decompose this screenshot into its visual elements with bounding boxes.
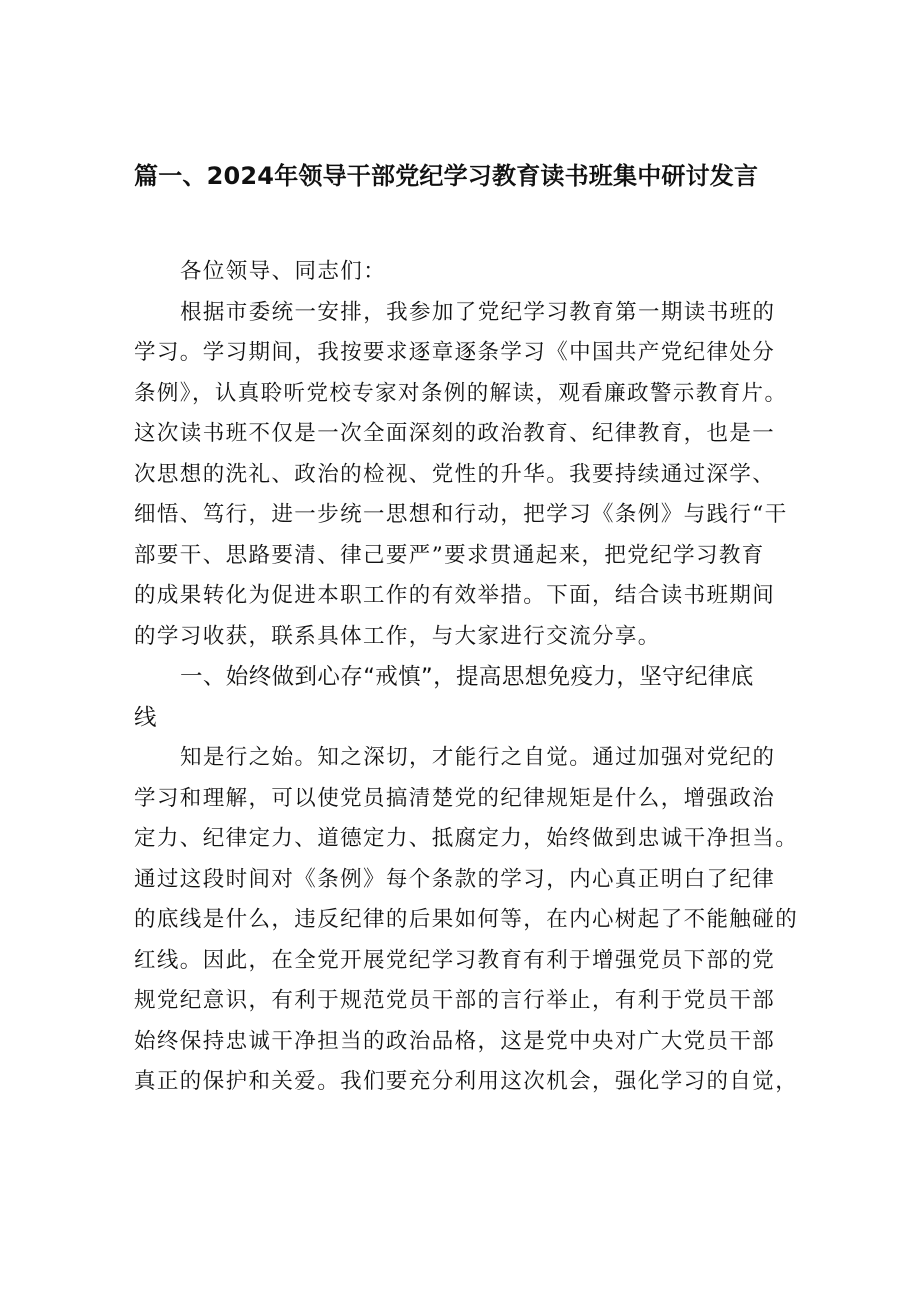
paragraph-2-line: 学习和理解，可以使党员搞清楚党的纪律规矩是什么，增强政治 [134,785,776,811]
paragraph-2 [134,738,799,1103]
paragraph-1-line: 次思想的洗礼、政治的检视、党性的升华。我要持续通过深学、 [134,461,776,487]
paragraph-1-line: 学习。学习期间，我按要求逐章逐条学习《中国共产党纪律处分 [134,340,776,365]
paragraph-2-line: 规党纪意识，有利于规范党员干部的言行举止，有利于党员干部 [134,988,776,1013]
paragraph-1-line: 这次读书班不仅是一次全面深刻的政治教育、纪律教育，也是一 [134,421,776,446]
document-body [134,252,799,1103]
paragraph-2-line: 通过这段时间对《条例》每个条款的学习，内心真正明白了纪律 [134,866,776,892]
paragraph-1 [134,293,786,658]
paragraph-2-line: 知是行之始。知之深切，才能行之自觉。通过加强对党纪的 [180,745,776,770]
paragraph-1-line: 部要干、思路要清、律己要严”要求贯通起来，把党纪学习教育 [134,542,765,568]
paragraph-2-line: 的底线是什么，违反纪律的后果如何等，在内心树起了不能触碰的 [134,907,799,932]
document-title: 篇一、2024年领导干部党纪学习教育读书班集中研讨发言 [134,162,759,190]
paragraph-1-line: 的成果转化为促进本职工作的有效举措。下面，结合读书班期间 [134,583,776,608]
section-heading-line: 线 [134,704,157,731]
paragraph-1-line: 细悟、笃行，进一步统一思想和行动，把学习《条例》与践行“干 [134,502,788,527]
paragraph-2-line: 始终保持忠诚干净担当的政治品格，这是党中央对广大党员干部 [134,1028,776,1054]
paragraph-1-line: 根据市委统一安排，我参加了党纪学习教育第一期读书班的 [180,299,776,325]
paragraph-2-line: 红线。因此，在全党开展党纪学习教育有利于增强党员下部的党 [134,947,776,973]
section-heading-line: 一、始终做到心存“戒慎”，提高思想免疫力，坚守纪律底 [180,664,754,690]
paragraph-1-line: 的学习收获，联系具体工作，与大家进行交流分享。 [134,623,661,649]
paragraph-1-line: 条例》，认真聆听党校专家对条例的解读，观看廉政警示教育片。 [134,380,788,406]
greeting-line: 各位领导、同志们： [180,259,387,284]
paragraph-2-line: 定力、纪律定力、道德定力、抵腐定力，始终做到忠诚干净担当。 [134,826,799,851]
paragraph-2-line: 真正的保护和关爱。我们要充分利用这次机会，强化学习的自觉， [134,1069,799,1094]
section-heading [134,657,786,738]
